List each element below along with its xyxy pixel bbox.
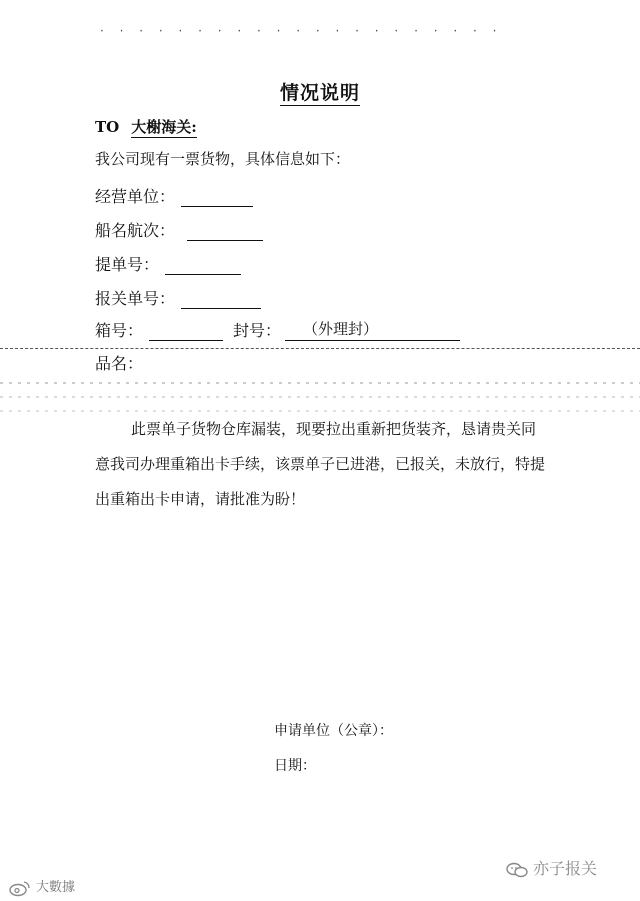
field-bill-of-lading-blank xyxy=(165,258,241,275)
field-operating-unit xyxy=(95,184,253,207)
field-goods-name xyxy=(95,351,143,374)
addressee-line xyxy=(95,116,197,137)
field-goods-name-label: 品名： xyxy=(95,354,144,373)
wechat-icon xyxy=(505,861,529,879)
field-container-no-blank xyxy=(149,324,223,341)
signature-applicant: 申请单位（公章）： xyxy=(274,723,393,739)
field-operating-unit-blank xyxy=(181,190,253,207)
field-bill-of-lading-label: 提单号： xyxy=(95,255,160,274)
body-line-1: 此票单子货物仓库漏装，现要拉出重新把货装齐，恳请贵关同 xyxy=(131,420,537,438)
addressee: 大榭海关: xyxy=(131,118,197,136)
document-title-text: 情况说明 xyxy=(279,82,360,104)
field-container-no-label: 箱号： xyxy=(95,321,144,340)
scan-dashed-line xyxy=(0,348,640,349)
watermark-left-text: 大數據 xyxy=(36,880,76,895)
watermark-left xyxy=(8,876,75,897)
field-vessel-voyage xyxy=(95,218,263,241)
weibo-icon xyxy=(8,879,32,897)
document-title xyxy=(0,78,640,105)
watermark-right xyxy=(505,856,597,879)
scan-noise-line xyxy=(0,382,640,384)
scan-noise-line xyxy=(0,396,640,398)
body-line-2: 意我司办理重箱出卡手续，该票单子已进港，已报关，未放行，特提 xyxy=(95,455,546,473)
body-line-3: 出重箱出卡申请，请批准为盼！ xyxy=(95,490,306,508)
signature-date: 日期： xyxy=(274,758,316,774)
field-declaration-no-label: 报关单号： xyxy=(95,289,176,308)
field-vessel-voyage-blank xyxy=(187,224,263,241)
field-operating-unit-label: 经营单位： xyxy=(95,187,176,206)
field-declaration-no-blank xyxy=(181,292,261,309)
field-declaration-no xyxy=(95,286,261,309)
scan-noise-line xyxy=(0,410,640,412)
field-container-seal xyxy=(95,318,460,341)
field-bill-of-lading xyxy=(95,252,241,275)
field-seal-value: （外理封） xyxy=(285,318,384,341)
watermark-right-text: 亦子报关 xyxy=(533,859,598,878)
intro-text: 我公司现有一票货物，具体信息如下： xyxy=(95,150,351,168)
field-vessel-voyage-label: 船名航次： xyxy=(95,221,176,240)
field-seal-blank xyxy=(384,324,460,341)
scan-top-marks: ‧ ‧ ‧ ‧ ‧ ‧ ‧ ‧ ‧ ‧ ‧ ‧ ‧ ‧ ‧ ‧ ‧ ‧ ‧ ‧ ‧ xyxy=(100,24,503,38)
to-label: TO xyxy=(95,118,120,136)
field-seal-no-label: 封号： xyxy=(233,321,282,340)
